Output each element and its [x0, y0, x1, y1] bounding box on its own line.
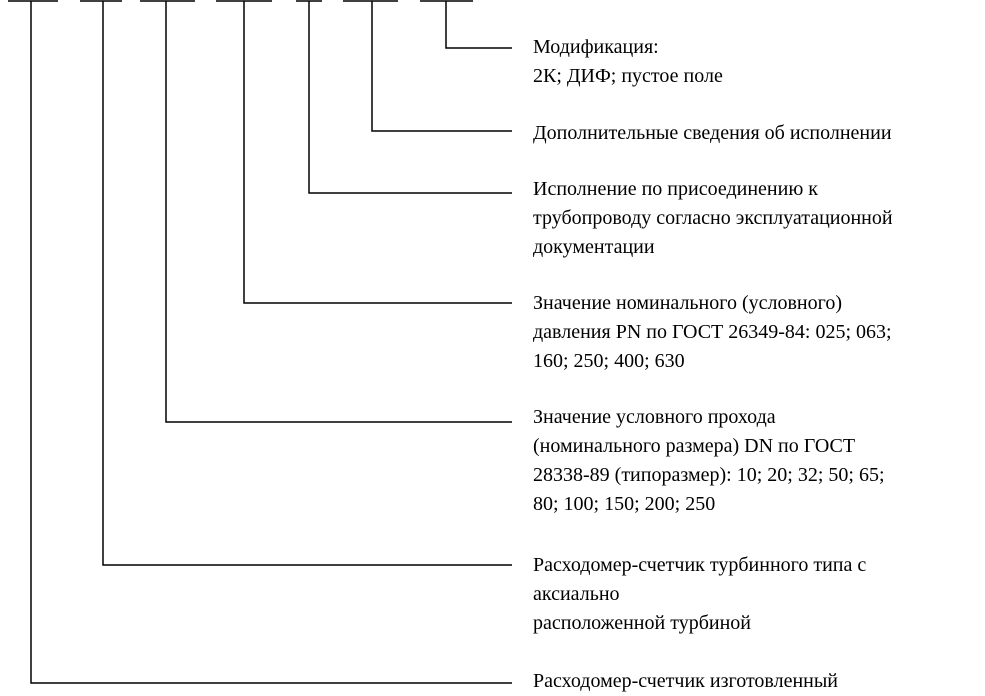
label-manufactured [533, 667, 838, 696]
label-turbine-type [533, 551, 866, 638]
label-line: Расходомер-счетчик изготовленный [533, 670, 838, 692]
label-line: Дополнительные сведения об исполнении [533, 122, 892, 144]
label-line: 2К; ДИФ; пустое поле [533, 65, 723, 87]
label-line: давления PN по ГОСТ 26349-84: 025; 063; [533, 321, 892, 343]
label-line: документации [533, 236, 655, 258]
label-line: 80; 100; 150; 200; 250 [533, 493, 716, 515]
label-nominal-pressure [533, 289, 892, 376]
label-line: Значение номинального (условного) [533, 292, 842, 314]
label-nominal-diameter [533, 403, 885, 519]
label-modification [533, 33, 723, 91]
label-additional-info [533, 119, 892, 148]
label-line: аксиально [533, 583, 620, 605]
label-line: Исполнение по присоединению к [533, 178, 818, 200]
label-line: 160; 250; 400; 630 [533, 350, 685, 372]
label-line: Расходомер-счетчик турбинного типа с [533, 554, 867, 576]
label-line: трубопроводу согласно эксплуатационной [533, 207, 893, 229]
leader-turbine-type [103, 1, 512, 565]
label-line: расположенной турбиной [533, 612, 751, 634]
leader-modification [446, 1, 512, 48]
leader-nominal-pressure [244, 1, 512, 303]
leader-pipe-connection [309, 1, 512, 193]
label-line: (номинального размера) DN по ГОСТ [533, 435, 856, 457]
label-line: Значение условного прохода [533, 406, 776, 428]
leader-nominal-diameter [166, 1, 512, 422]
label-line: Модификация: [533, 36, 659, 58]
label-line: 28338-89 (типоразмер): 10; 20; 32; 50; 65; [533, 464, 885, 486]
label-pipe-connection [533, 175, 893, 262]
leader-additional-info [372, 1, 512, 131]
